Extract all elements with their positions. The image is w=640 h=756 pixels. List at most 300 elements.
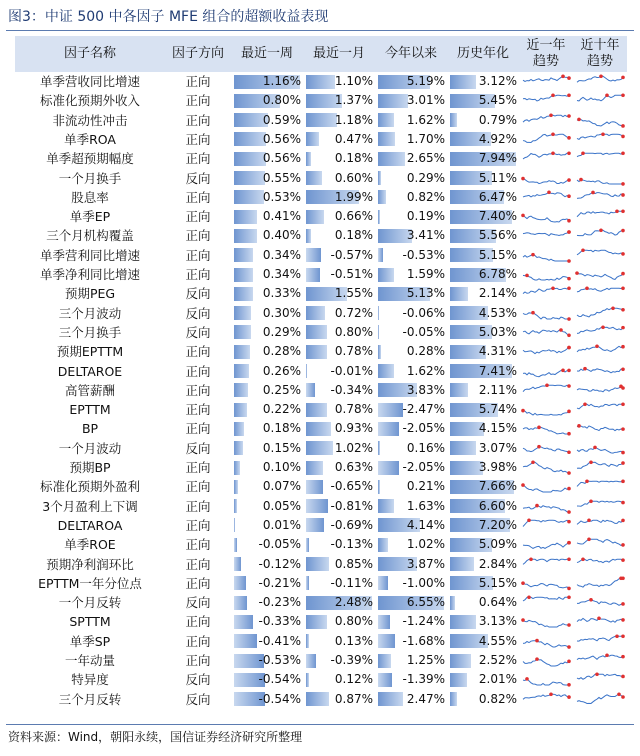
data-label-annual: 4.92% <box>478 131 517 146</box>
data-cell-month <box>303 593 375 612</box>
data-label-month: 1.37% <box>334 93 373 108</box>
factor-direction: 正向 <box>185 421 211 437</box>
factor-direction: 正向 <box>185 653 211 668</box>
factor-name: 预期净利润环比 <box>46 556 134 572</box>
sparkline-path <box>523 620 569 627</box>
table-row <box>15 670 627 689</box>
factor-name: 预期EPTTM <box>56 344 124 360</box>
sparkline-marker <box>567 557 571 561</box>
table-row <box>15 690 627 709</box>
sparkline-path <box>523 178 569 183</box>
data-cell-month <box>303 439 375 458</box>
data-cell-annual <box>447 419 519 438</box>
data-bar-week <box>234 557 241 571</box>
sparkline-path <box>577 462 623 468</box>
data-bar-ytd <box>378 152 405 166</box>
data-label-month: 0.47% <box>334 131 373 146</box>
footer-divider <box>6 724 634 725</box>
factor-name: 三个月机构覆盖 <box>46 228 134 244</box>
data-label-month: -0.01% <box>330 363 373 378</box>
data-cell-annual <box>447 612 519 631</box>
column-header: 历史年化 <box>456 46 509 61</box>
data-label-week: -0.53% <box>258 653 301 667</box>
data-label-month: -0.81% <box>330 498 373 513</box>
one-year-trend-sparkline <box>521 400 571 419</box>
sparkline-marker <box>567 152 571 156</box>
sparkline-marker <box>567 333 571 337</box>
data-bar-ytd <box>378 422 399 436</box>
sparkline-marker <box>581 152 585 156</box>
data-label-ytd: -2.47% <box>402 402 445 417</box>
one-year-trend-sparkline <box>521 632 571 651</box>
data-label-week: 0.34% <box>262 267 301 281</box>
sparkline-marker <box>567 683 571 687</box>
one-year-trend-sparkline <box>521 342 571 361</box>
data-label-week: -0.41% <box>258 633 301 648</box>
data-cell-annual <box>447 111 519 130</box>
data-label-week: -0.21% <box>258 575 301 590</box>
sparkline-path <box>577 447 623 453</box>
data-label-week: 0.56% <box>262 131 301 146</box>
sparkline-marker <box>585 480 589 484</box>
data-cell-month <box>303 419 375 438</box>
sparkline-marker <box>551 152 555 156</box>
data-bar-week <box>234 499 237 513</box>
data-cell-annual <box>447 458 519 477</box>
data-label-week: 0.59% <box>262 112 301 127</box>
factor-name: 股息率 <box>71 189 109 205</box>
data-label-month: 0.13% <box>334 633 373 648</box>
table-row <box>15 497 627 516</box>
data-label-ytd: 4.14% <box>406 517 445 532</box>
one-year-trend-sparkline <box>521 169 571 188</box>
sparkline-marker <box>605 653 609 657</box>
data-cell-annual <box>447 362 519 381</box>
ten-year-trend-sparkline <box>575 477 625 496</box>
data-cell-ytd <box>375 535 447 554</box>
data-cell-week <box>231 497 303 516</box>
data-cell-ytd <box>375 111 447 130</box>
sparkline-path <box>577 655 623 659</box>
sparkline-marker <box>621 386 625 390</box>
sparkline-marker <box>617 692 621 696</box>
sparkline-marker <box>561 75 565 79</box>
sparkline-marker <box>521 409 525 413</box>
data-cell-month <box>303 632 375 651</box>
data-cell-annual <box>447 91 519 110</box>
factor-name: 标准化预期外收入 <box>39 93 140 109</box>
sparkline-marker <box>527 596 531 600</box>
sparkline-path <box>523 254 569 260</box>
one-year-trend-sparkline <box>521 323 571 342</box>
data-cell-month <box>303 477 375 496</box>
sparkline-marker <box>583 403 587 407</box>
data-label-ytd: -0.06% <box>402 305 445 320</box>
factor-name: 一个月反转 <box>58 595 122 611</box>
sparkline-path <box>523 485 569 492</box>
data-cell-annual <box>447 477 519 496</box>
data-bar-annual <box>450 441 476 455</box>
ten-year-trend-sparkline <box>575 612 625 631</box>
data-cell-ytd <box>375 72 447 91</box>
factor-direction: 正向 <box>185 382 211 398</box>
table-row <box>15 458 627 477</box>
data-label-month: 0.78% <box>334 402 373 417</box>
data-label-ytd: 0.29% <box>406 170 445 185</box>
factor-direction: 正向 <box>185 267 211 282</box>
data-label-month: 0.93% <box>334 421 373 436</box>
data-bar-month <box>306 576 309 590</box>
data-bar-week <box>234 383 248 397</box>
sparkline-path <box>523 505 569 511</box>
data-label-month: 1.02% <box>334 440 373 455</box>
data-label-month: 1.99% <box>334 189 373 204</box>
table-row <box>15 169 627 188</box>
table-row <box>15 362 627 381</box>
data-bar-annual <box>450 596 455 610</box>
sparkline-marker <box>589 598 593 602</box>
ten-year-trend-sparkline <box>575 690 625 709</box>
data-label-ytd: 6.55% <box>406 595 445 610</box>
factor-direction: 正向 <box>185 614 211 630</box>
data-cell-month <box>303 304 375 323</box>
sparkline-path <box>523 411 569 415</box>
data-cell-ytd <box>375 593 447 612</box>
sparkline-marker <box>527 518 531 522</box>
sparkline-marker <box>567 487 571 491</box>
sparkline-path <box>577 346 623 352</box>
data-label-annual: 3.12% <box>478 74 517 88</box>
data-cell-annual <box>447 690 519 709</box>
data-label-month: -0.13% <box>330 537 373 552</box>
sparkline-marker <box>597 617 601 621</box>
sparkline-marker <box>601 132 605 136</box>
data-bar-month <box>306 403 327 417</box>
data-cell-week <box>231 400 303 419</box>
factor-name: DELTAROA <box>57 517 123 533</box>
sparkline-path <box>523 115 569 122</box>
data-label-week: 0.01% <box>262 517 301 532</box>
data-label-week: 0.26% <box>262 363 301 378</box>
factor-name: 三个月换手 <box>58 324 122 340</box>
sparkline-marker <box>621 193 625 197</box>
data-cell-ytd <box>375 362 447 381</box>
data-label-week: 0.05% <box>262 498 301 513</box>
data-cell-annual <box>447 72 519 91</box>
factor-name: 非流动性冲击 <box>52 112 128 128</box>
ten-year-trend-sparkline <box>575 111 625 130</box>
table-row <box>15 439 627 458</box>
sparkline-path <box>577 308 623 317</box>
sparkline-marker <box>567 277 571 281</box>
sparkline-marker <box>589 460 593 464</box>
ten-year-trend-sparkline <box>575 130 625 149</box>
data-cell-annual <box>447 304 519 323</box>
one-year-trend-sparkline <box>521 516 571 535</box>
sparkline-marker <box>621 450 625 454</box>
data-label-ytd: 1.63% <box>406 498 445 513</box>
sparkline-marker <box>595 345 599 349</box>
data-label-month: -0.11% <box>330 575 373 590</box>
table-row <box>15 555 627 574</box>
ten-year-trend-sparkline <box>575 574 625 593</box>
data-cell-annual <box>447 130 519 149</box>
factor-direction: 正向 <box>185 460 211 475</box>
sparkline-path <box>523 275 569 280</box>
sparkline-marker <box>567 287 571 291</box>
one-year-trend-sparkline <box>521 72 571 91</box>
data-bar-month <box>306 268 320 282</box>
factor-name: 单季营利同比增速 <box>39 247 140 263</box>
one-year-trend-sparkline <box>521 439 571 458</box>
data-cell-month <box>303 130 375 149</box>
sparkline-marker <box>537 426 541 430</box>
column-header: 近一年 趋势 <box>526 38 566 69</box>
sparkline-marker <box>621 367 625 371</box>
data-label-ytd: -1.68% <box>402 633 445 648</box>
sparkline-marker <box>621 518 625 522</box>
sparkline-marker <box>531 253 535 257</box>
sparkline-marker <box>585 287 589 291</box>
sparkline-marker <box>521 581 525 585</box>
data-label-ytd: -1.24% <box>402 614 445 629</box>
data-cell-week <box>231 323 303 342</box>
sparkline-path <box>523 289 569 294</box>
data-label-month: -0.57% <box>330 247 373 262</box>
data-bar-month <box>306 364 307 378</box>
data-cell-week <box>231 690 303 709</box>
ten-year-trend-sparkline <box>575 593 625 612</box>
factor-name: 预期BP <box>69 460 111 475</box>
one-year-trend-sparkline <box>521 670 571 689</box>
table-row <box>15 419 627 438</box>
data-label-annual: 2.14% <box>478 286 517 301</box>
sparkline-marker <box>621 182 625 186</box>
one-year-trend-sparkline <box>521 91 571 110</box>
sparkline-marker <box>601 325 605 329</box>
sparkline-marker <box>549 113 553 117</box>
data-label-annual: 3.07% <box>478 440 517 455</box>
factor-direction: 正向 <box>185 93 211 109</box>
data-cell-week <box>231 265 303 284</box>
sparkline-marker <box>621 618 625 622</box>
sparkline-path <box>523 679 569 685</box>
factor-direction: 反向 <box>185 672 211 688</box>
data-bar-ytd <box>378 576 388 590</box>
data-bar-ytd <box>378 171 381 185</box>
sparkline-marker <box>621 287 625 291</box>
data-bar-week <box>234 306 251 320</box>
data-cell-annual <box>447 400 519 419</box>
data-label-annual: 5.11% <box>478 170 517 185</box>
factor-direction: 正向 <box>185 556 211 572</box>
data-bar-week <box>234 210 257 224</box>
data-bar-annual <box>450 692 457 706</box>
data-cell-annual <box>447 497 519 516</box>
factor-direction: 正向 <box>185 209 211 225</box>
table-row <box>15 612 627 631</box>
data-label-ytd: 2.65% <box>406 151 445 166</box>
factor-direction: 正向 <box>185 189 211 205</box>
sparkline-path <box>523 446 569 452</box>
sparkline-marker <box>621 345 625 349</box>
factor-direction: 反向 <box>185 324 211 340</box>
data-bar-annual <box>450 113 457 127</box>
sparkline-marker <box>621 308 625 312</box>
data-cell-month <box>303 555 375 574</box>
factor-name: 一个月换手 <box>58 170 122 186</box>
data-label-ytd: 1.62% <box>406 363 445 378</box>
sparkline-path <box>577 482 623 487</box>
sparkline-marker <box>567 659 571 663</box>
data-bar-ytd <box>378 268 394 282</box>
table-row <box>15 207 627 226</box>
data-bar-month <box>306 383 315 397</box>
data-bar-ytd <box>378 673 392 687</box>
data-label-week: -0.23% <box>258 595 301 610</box>
ten-year-trend-sparkline <box>575 632 625 651</box>
sparkline-marker <box>621 272 625 276</box>
data-cell-month <box>303 72 375 91</box>
data-label-month: 0.80% <box>334 324 373 339</box>
factor-direction: 正向 <box>185 247 211 263</box>
one-year-trend-sparkline <box>521 304 571 323</box>
data-label-month: 0.80% <box>334 614 373 629</box>
data-cell-ytd <box>375 342 447 361</box>
data-cell-week <box>231 130 303 149</box>
ten-year-trend-sparkline <box>575 265 625 284</box>
data-bar-ytd <box>378 499 394 513</box>
sparkline-marker <box>525 274 529 278</box>
table-row <box>15 226 627 245</box>
data-bar-ytd <box>378 615 390 629</box>
sparkline-marker <box>621 695 625 699</box>
ten-year-trend-sparkline <box>575 670 625 689</box>
data-bar-ytd <box>378 132 395 146</box>
data-bar-week <box>234 152 266 166</box>
data-cell-week <box>231 574 303 593</box>
ten-year-trend-sparkline <box>575 91 625 110</box>
sparkline-path <box>523 694 569 699</box>
data-cell-month <box>303 574 375 593</box>
data-bar-month <box>306 518 324 532</box>
data-bar-annual <box>450 557 474 571</box>
data-bar-week <box>234 325 251 339</box>
one-year-trend-sparkline <box>521 226 571 245</box>
data-cell-annual <box>447 381 519 400</box>
sparkline-marker <box>567 596 571 600</box>
data-bar-ytd <box>378 461 399 475</box>
data-bar-week <box>234 596 247 610</box>
sparkline-marker <box>549 692 553 696</box>
data-label-ytd: 3.87% <box>406 556 445 571</box>
data-label-month: -0.51% <box>330 267 373 281</box>
source-note: 资料来源：Wind，朝阳永续，国信证券经济研究所整理 <box>8 730 303 744</box>
sparkline-path <box>577 134 623 139</box>
sparkline-path <box>577 327 623 333</box>
sparkline-marker <box>621 124 625 128</box>
data-cell-annual <box>447 555 519 574</box>
factor-name: 特异度 <box>71 672 109 688</box>
column-header: 今年以来 <box>384 46 437 61</box>
factor-direction: 正向 <box>185 131 211 147</box>
one-year-trend-sparkline <box>521 574 571 593</box>
sparkline-marker <box>621 602 625 606</box>
data-cell-ytd <box>375 130 447 149</box>
factor-name: EPTTM一年分位点 <box>38 575 142 591</box>
sparkline-marker <box>615 634 619 638</box>
sparkline-marker <box>531 311 535 315</box>
sparkline-marker <box>621 543 625 547</box>
data-bar-week <box>234 634 257 648</box>
data-bar-ytd <box>378 345 381 359</box>
data-cell-ytd <box>375 477 447 496</box>
sparkline-marker <box>595 673 599 677</box>
factor-direction: 正向 <box>185 479 211 495</box>
data-cell-annual <box>447 574 519 593</box>
ten-year-trend-sparkline <box>575 535 625 554</box>
sparkline-marker <box>521 176 525 180</box>
sparkline-marker <box>561 368 565 372</box>
table-row <box>15 381 627 400</box>
ten-year-trend-sparkline <box>575 226 625 245</box>
ten-year-trend-sparkline <box>575 555 625 574</box>
factor-name: EPTTM <box>69 402 111 418</box>
data-label-month: 0.18% <box>334 151 373 166</box>
sparkline-marker <box>567 432 571 436</box>
sparkline-marker <box>579 177 583 181</box>
ten-year-trend-sparkline <box>575 362 625 381</box>
ten-year-trend-sparkline <box>575 149 625 168</box>
sparkline-path <box>577 179 623 183</box>
factor-direction: 正向 <box>185 517 211 533</box>
data-cell-ytd <box>375 574 447 593</box>
data-cell-week <box>231 207 303 226</box>
data-label-month: 0.60% <box>334 170 373 185</box>
data-cell-annual <box>447 149 519 168</box>
ten-year-trend-sparkline <box>575 439 625 458</box>
sparkline-marker <box>567 471 571 475</box>
data-cell-week <box>231 362 303 381</box>
sparkline-marker <box>567 219 571 223</box>
data-label-month: 0.72% <box>334 305 373 320</box>
data-label-ytd: 3.83% <box>406 382 445 397</box>
data-cell-ytd <box>375 651 447 670</box>
data-label-ytd: 3.01% <box>406 93 445 108</box>
data-label-week: 0.55% <box>262 170 301 185</box>
sparkline-marker <box>545 383 549 387</box>
title-divider <box>6 30 634 31</box>
data-cell-week <box>231 670 303 689</box>
data-bar-ytd <box>378 113 394 127</box>
data-label-ytd: 2.47% <box>406 691 445 706</box>
table-row <box>15 284 627 303</box>
one-year-trend-sparkline <box>521 381 571 400</box>
data-bar-week <box>234 364 249 378</box>
one-year-trend-sparkline <box>521 555 571 574</box>
data-label-month: 0.18% <box>334 228 373 243</box>
data-cell-month <box>303 362 375 381</box>
data-bar-month <box>306 441 333 455</box>
factor-direction: 正向 <box>185 151 211 167</box>
data-cell-ytd <box>375 246 447 265</box>
data-label-month: 0.66% <box>334 209 373 224</box>
data-bar-week <box>234 441 243 455</box>
sparkline-marker <box>621 675 625 679</box>
data-cell-ytd <box>375 91 447 110</box>
data-label-week: -0.54% <box>258 691 301 706</box>
data-label-annual: 5.15% <box>478 575 517 590</box>
